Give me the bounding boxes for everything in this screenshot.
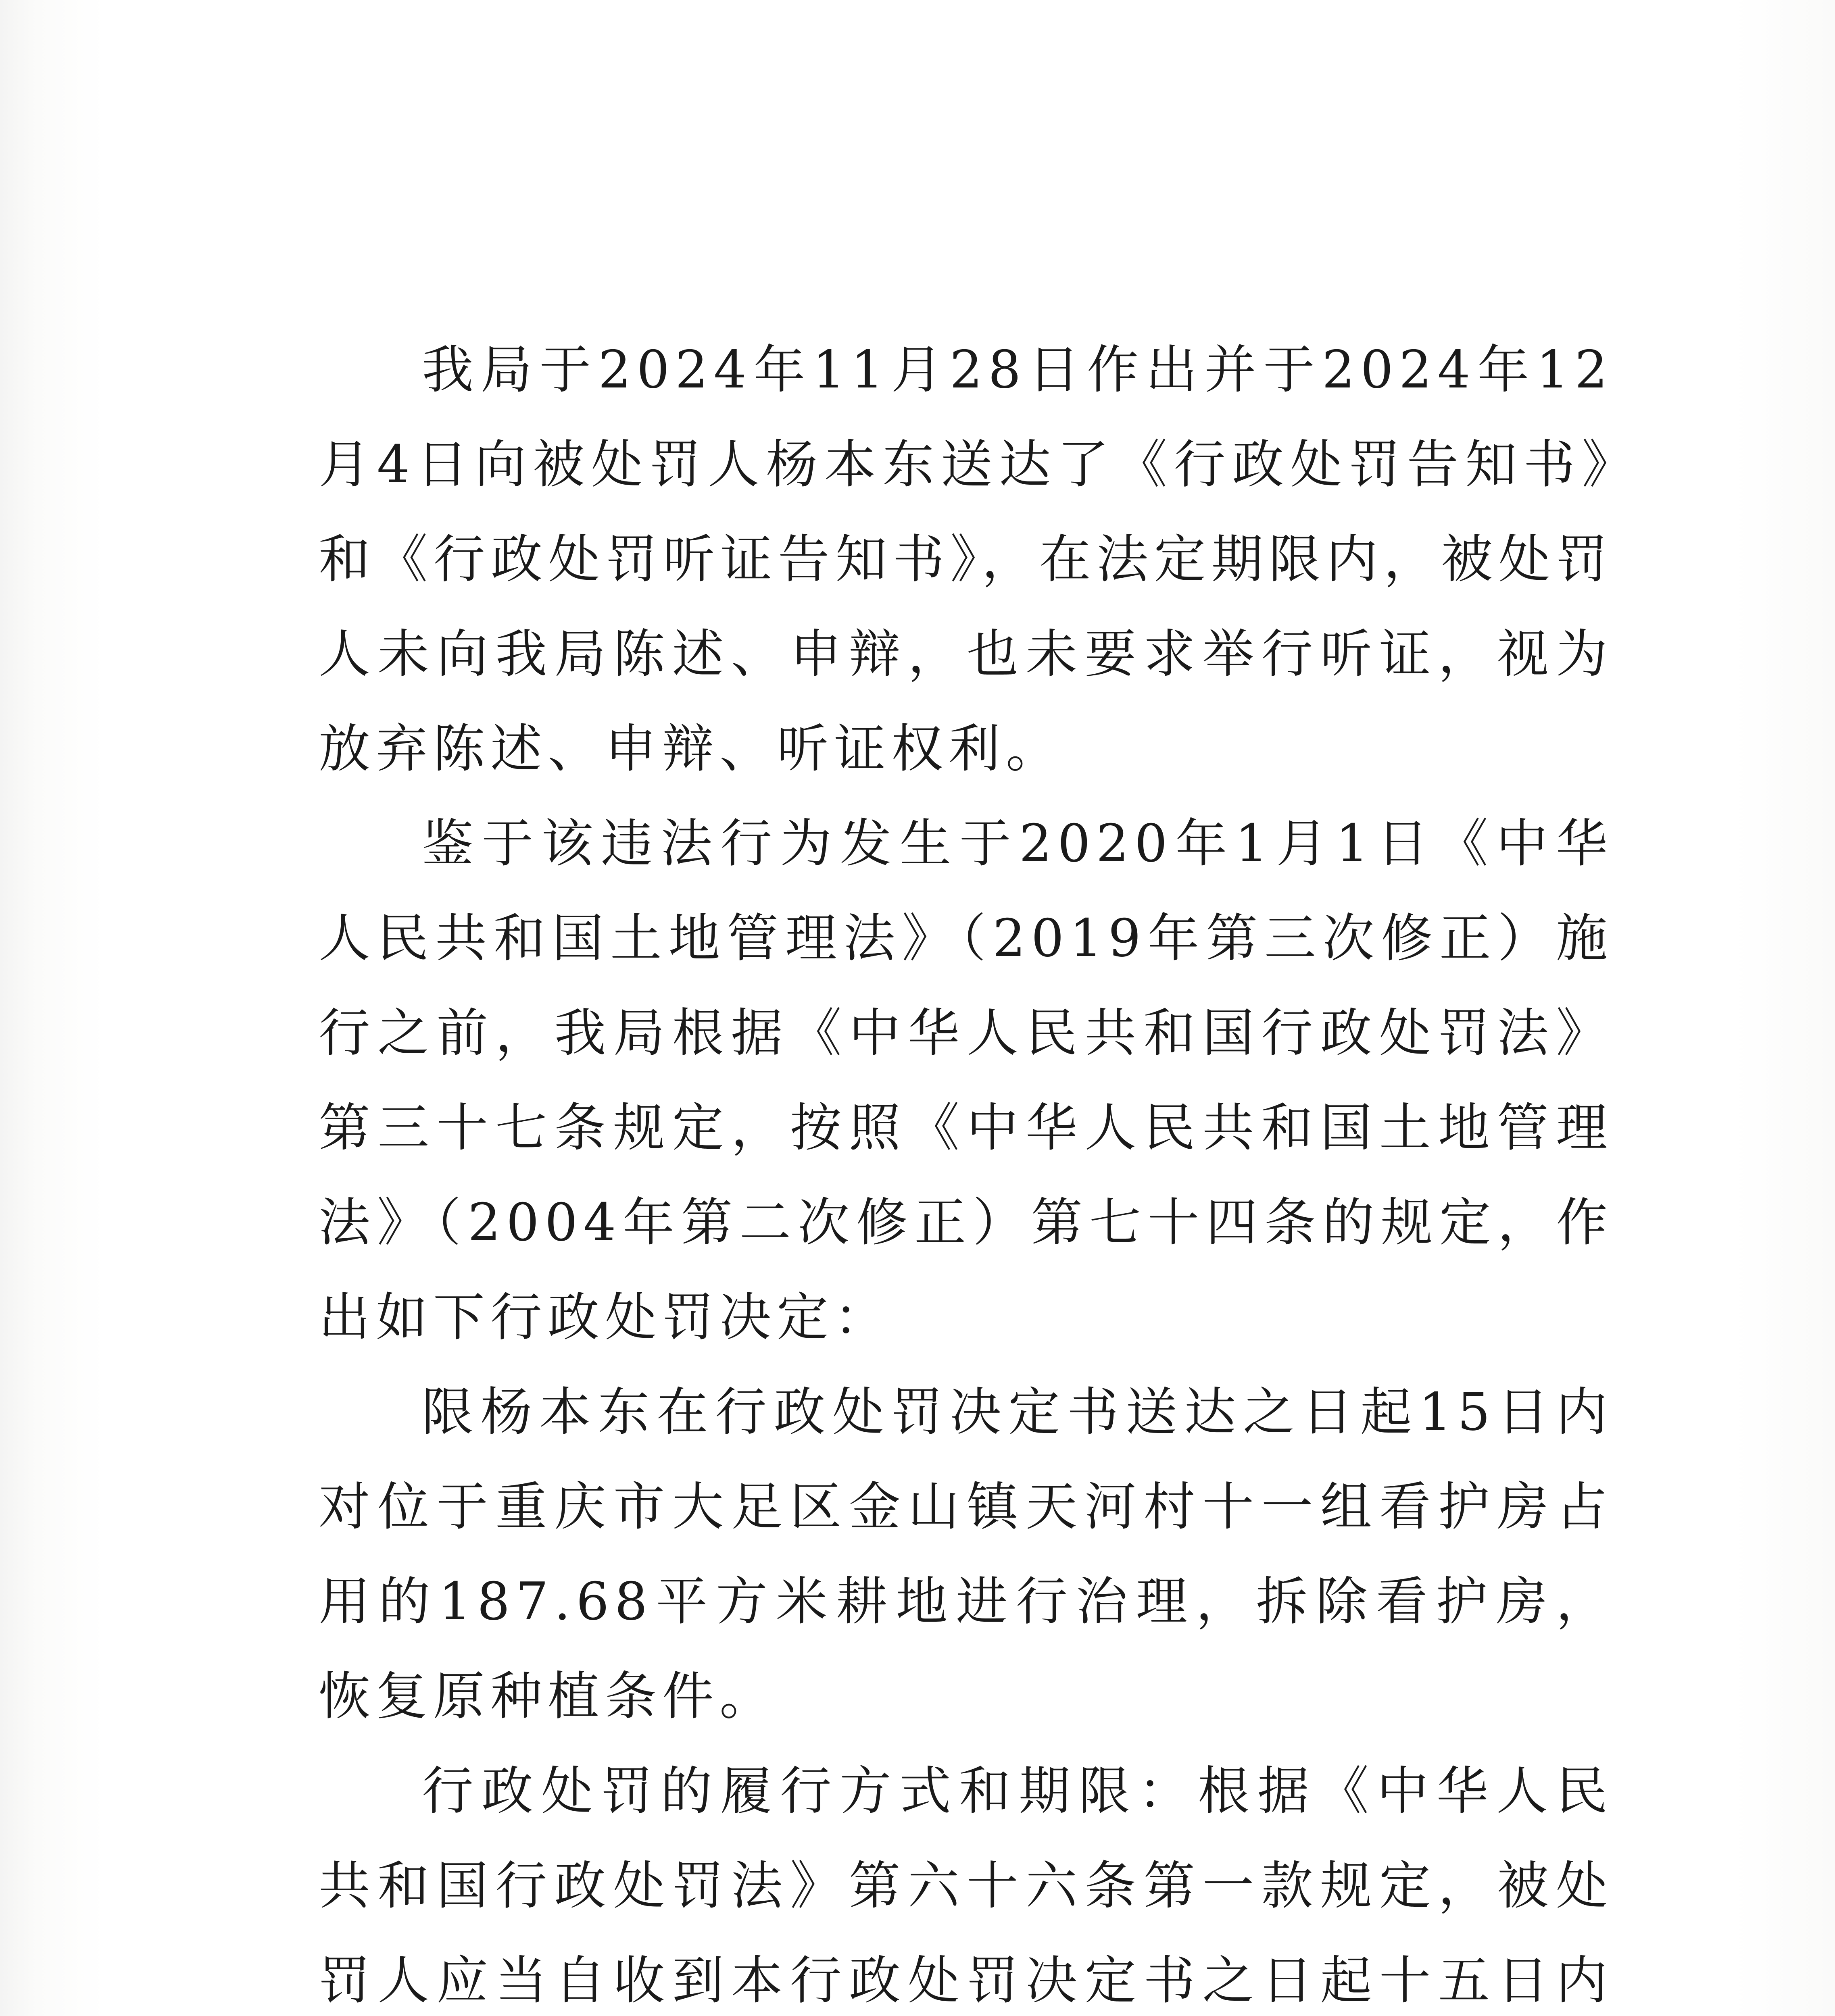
paragraph-legal-basis: 鉴于该违法行为发生于2020年1月1日《中华人民共和国土地管理法》（2019年第三次修正）施行之前，我局根据《中华人民共和国行政处罚法》第三十七条规定，按照《中华人民共和国土地管理法》（2004年第二次修正）第七十四条的规定，作出如下行政处罚决定： <box>319 814 1613 1347</box>
document-body <box>319 323 1613 2016</box>
paragraph-penalty-decision: 限杨本东在行政处罚决定书送达之日起15日内对位于重庆市大足区金山镇天河村十一组看护房占用的187.68平方米耕地进行治理，拆除看护房，恢复原种植条件。 <box>319 1382 1613 1727</box>
paragraph-notice-served: 我局于2024年11月28日作出并于2024年12月4日向被处罚人杨本东送达了《行政处罚告知书》和《行政处罚听证告知书》，在法定期限内，被处罚人未向我局陈述、申辩，也未要求举行听证，视为放弃陈述、申辩、听证权利。 <box>319 340 1614 779</box>
paragraph-performance-terms: 行政处罚的履行方式和期限：根据《中华人民共和国行政处罚法》第六十六条第一款规定，被处罚人应当自收到本行政处罚决定书之日起十五日内 <box>319 1761 1613 2011</box>
